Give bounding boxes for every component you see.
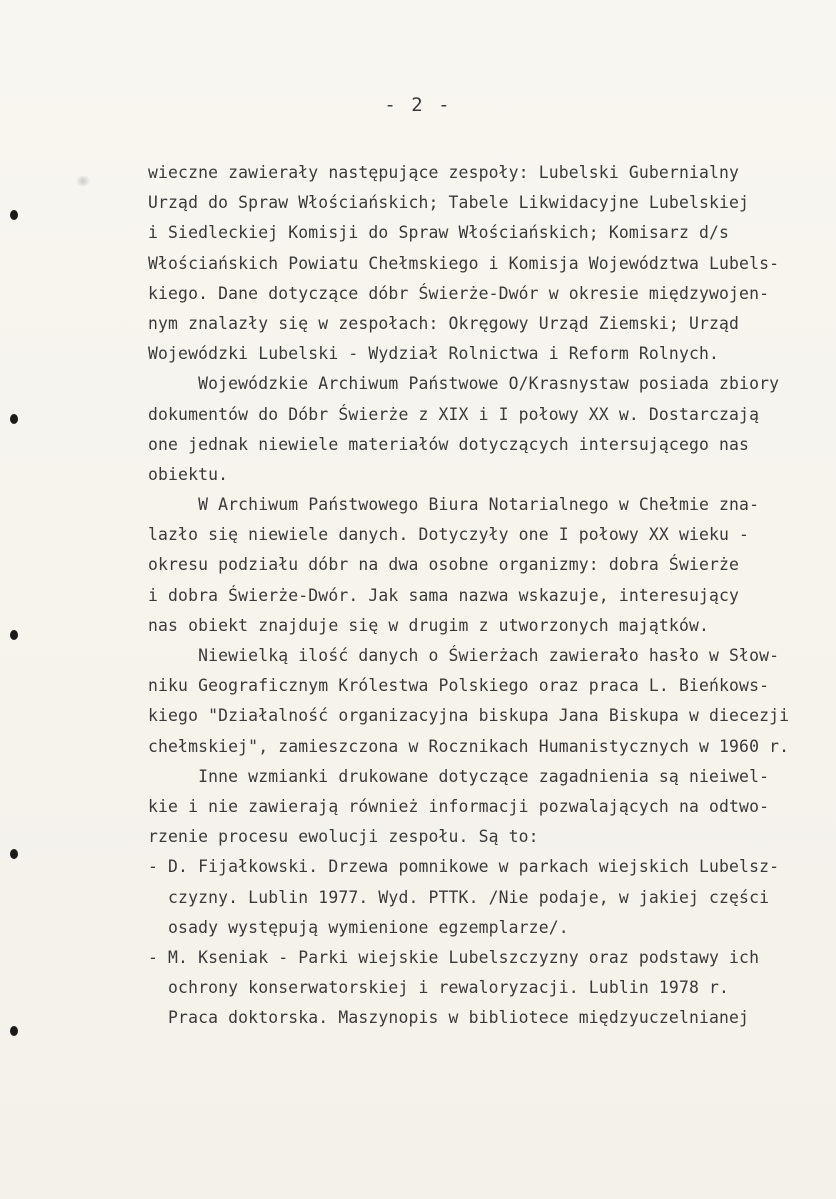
- ink-smudge: [76, 176, 90, 186]
- text-line: Praca doktorska. Maszynopis w bibliotece międzyuczelnianej: [148, 1008, 750, 1028]
- text-line: okresu podziału dóbr na dwa osobne organizmy: dobra Świerże: [148, 555, 740, 575]
- text-line: kiego "Działalność organizacyjna biskupa Jana Biskupa w diecezji: [148, 706, 790, 726]
- punch-hole-1: [10, 210, 18, 220]
- text-line: osady występują wymienione egzemplarze/.: [148, 917, 569, 937]
- punch-hole-4: [10, 849, 18, 859]
- text-line: Inne wzmianki drukowane dotyczące zagadnienia są nieiwel-: [148, 766, 770, 786]
- text-line: - M. Kseniak - Parki wiejskie Lubelszczyzny oraz podstawy ich: [148, 947, 760, 967]
- text-line: kiego. Dane dotyczące dóbr Świerże-Dwór w okresie międzywojen-: [148, 283, 770, 303]
- text-line: chełmskiej", zamieszczona w Rocznikach Humanistycznych w 1960 r.: [148, 736, 790, 756]
- text-line: dokumentów do Dóbr Świerże z XIX i I połowy XX w. Dostarczają: [148, 404, 760, 424]
- text-line: Włościańskich Powiatu Chełmskiego i Komisja Województwa Lubels-: [148, 253, 780, 273]
- text-line: wieczne zawierały następujące zespoły: Lubelski Gubernialny: [148, 163, 740, 182]
- text-line: i dobra Świerże-Dwór. Jak sama nazwa wskazuje, interesujący: [148, 585, 740, 605]
- punch-hole-2: [10, 414, 18, 424]
- text-line: i Siedleckiej Komisji do Spraw Włościańskich; Komisarz d/s: [148, 223, 730, 243]
- text-line: nym znalazły się w zespołach: Okręgowy Urząd Ziemski; Urząd: [148, 313, 740, 333]
- text-line: one jednak niewiele materiałów dotyczących intersującego nas: [148, 434, 750, 454]
- text-line: rzenie procesu ewolucji zespołu. Są to:: [148, 827, 539, 847]
- text-line: - D. Fijałkowski. Drzewa pomnikowe w parkach wiejskich Lubelsz-: [148, 857, 780, 877]
- text-line: czyzny. Lublin 1977. Wyd. PTTK. /Nie podaje, w jakiej części: [148, 887, 770, 907]
- text-line: Niewielką ilość danych o Świerżach zawierało hasło w Słow-: [148, 646, 780, 665]
- punch-hole-5: [10, 1026, 18, 1036]
- text-line: nas obiekt znajduje się w drugim z utworzonych majątków.: [148, 615, 710, 635]
- typed-text-body: [148, 158, 818, 1033]
- text-line: Urząd do Spraw Włościańskich; Tabele Likwidacyjne Lubelskiej: [148, 193, 750, 213]
- text-line: W Archiwum Państwowego Biura Notarialnego w Chełmie zna-: [148, 495, 760, 515]
- text-line: Wojewódzkie Archiwum Państwowe O/Krasnystaw posiada zbiory: [148, 374, 780, 394]
- text-line: Wojewódzki Lubelski - Wydział Rolnictwa i Reform Rolnych.: [148, 344, 720, 364]
- text-line: ochrony konserwatorskiej i rewaloryzacji. Lublin 1978 r.: [148, 978, 730, 998]
- text-line: niku Geograficznym Królestwa Polskiego oraz praca L. Bieńkows-: [148, 676, 770, 696]
- text-line: kie i nie zawierają również informacji pozwalających na odtwo-: [148, 796, 770, 816]
- text-line: obiektu.: [148, 464, 229, 484]
- page-number: - 2 -: [384, 94, 452, 116]
- text-line: lazło się niewiele danych. Dotyczyły one I połowy XX wieku -: [148, 525, 750, 545]
- punch-hole-3: [10, 630, 18, 640]
